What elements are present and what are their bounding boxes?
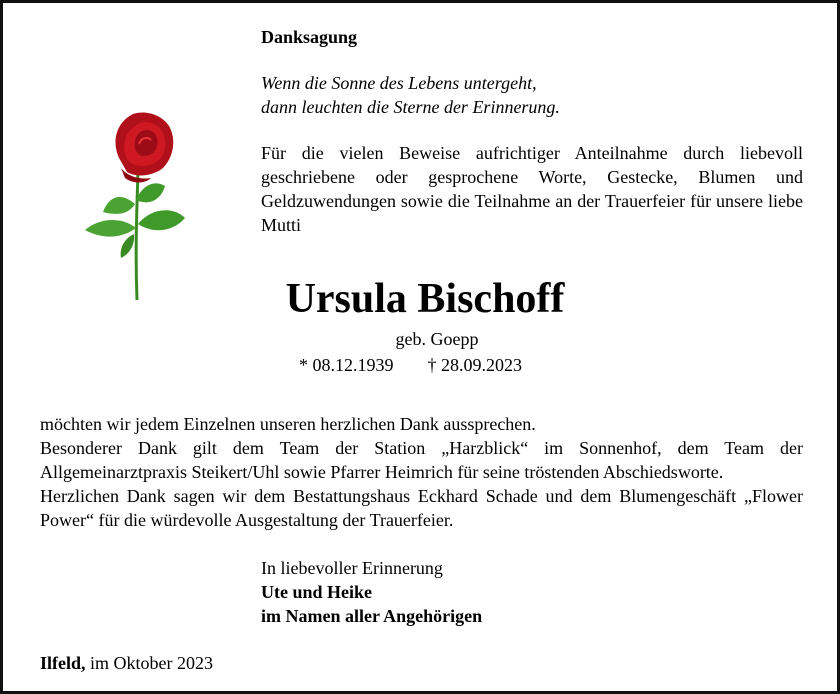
thanks-body: [40, 412, 803, 532]
family-line: im Namen aller Angehörigen: [261, 606, 483, 626]
death-date: † 28.09.2023: [427, 355, 522, 375]
body-paragraph: möchten wir jedem Einzelnen unseren herzlichen Dank aussprechen.: [40, 414, 536, 434]
maiden-name: geb. Goepp: [395, 329, 479, 349]
place-date: [40, 651, 213, 675]
life-dates: [299, 355, 522, 376]
body-paragraph: Besonderer Dank gilt dem Team der Station „Harzblick“ im Sonnenhof, dem Team der Allgemeinarztpraxis Steikert/Uhl sowie Pfarrer Heimrich für seine tröstenden Abschiedsworte.: [40, 438, 803, 482]
closing-signature: [261, 556, 482, 628]
town: Ilfeld,: [40, 653, 86, 673]
birth-date: * 08.12.1939: [299, 355, 394, 375]
intro-text: Für die vielen Beweise aufrichtiger Anteilnahme durch liebevoll geschriebene oder gesprochene Worte, Gestecke, Blumen und Geldzuwendungen sowie die Teilnahme an der Trauerfeier für unsere liebe Mutti: [261, 143, 803, 235]
heading: Danksagung: [261, 27, 358, 47]
deceased-name: Ursula Bischoff: [285, 276, 565, 322]
body-paragraph: Herzlichen Dank sagen wir dem Bestattungshaus Eckhard Schade und dem Blumengeschäft „Flower Power“ für die würdevolle Ausgestaltung der Trauerfeier.: [40, 486, 803, 530]
date: im Oktober 2023: [85, 653, 214, 673]
signatories: Ute und Heike: [261, 582, 373, 602]
intro-column: [261, 25, 803, 237]
closing-line: In liebevoller Erinnerung: [261, 558, 443, 578]
red-rose-icon: [81, 108, 191, 303]
poem: [261, 71, 803, 119]
poem-line: Wenn die Sonne des Lebens untergeht,: [261, 73, 537, 93]
poem-line: dann leuchten die Sterne der Erinnerung.: [261, 97, 560, 117]
